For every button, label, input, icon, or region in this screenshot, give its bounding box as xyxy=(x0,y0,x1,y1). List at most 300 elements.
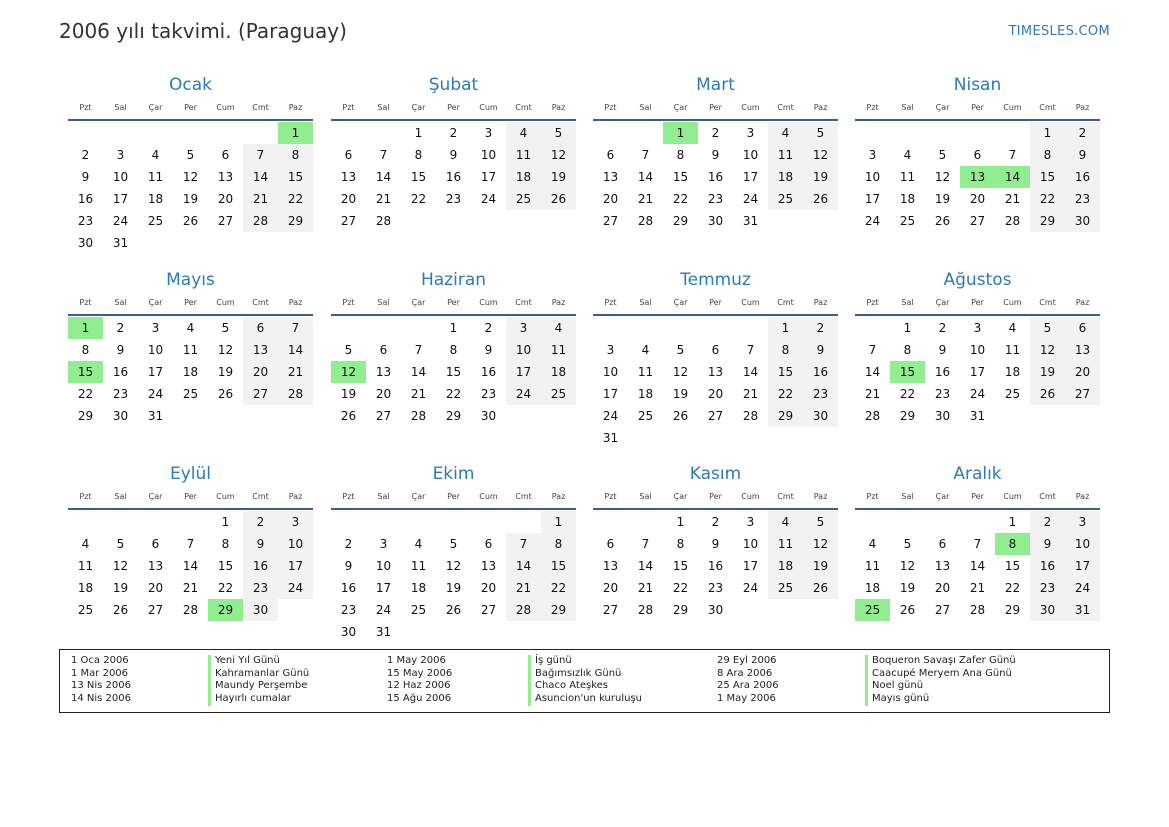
weekday-label: Paz xyxy=(1075,298,1090,307)
empty-cell xyxy=(593,317,628,339)
day-cell: 19 xyxy=(1030,361,1065,383)
day-cell: 28 xyxy=(864,409,881,423)
weekday-label: Pzt xyxy=(342,492,355,501)
day-cell: 2 xyxy=(344,537,353,551)
day-cell: 21 xyxy=(864,387,881,401)
day-cell: 1 xyxy=(1008,515,1017,529)
legend-holiday-name: İş günü xyxy=(528,655,572,668)
day-cell: 24 xyxy=(480,192,497,206)
day-cell: 21 xyxy=(410,387,427,401)
day-cell: 23 xyxy=(934,387,951,401)
month-name: Haziran xyxy=(420,270,487,290)
weekday-label: Çar xyxy=(935,103,950,112)
day-cell: 3 xyxy=(506,317,541,339)
day-cell: 3 xyxy=(1065,511,1100,533)
day-cell: 20 xyxy=(1065,361,1100,383)
day-cell: 15 xyxy=(1004,559,1021,573)
day-cell: 15 xyxy=(217,559,234,573)
day-cell: 13 xyxy=(707,365,724,379)
day-cell: 9 xyxy=(449,148,458,162)
day-cell: 29 xyxy=(445,409,462,423)
day-cell: 2 xyxy=(484,321,493,335)
day-cell: 4 xyxy=(541,317,576,339)
weekday-label: Pzt xyxy=(866,298,879,307)
day-cell: 8 xyxy=(278,144,313,166)
day-cell: 21 xyxy=(278,361,313,383)
day-cell: 2 xyxy=(243,511,278,533)
day-cell: 18 xyxy=(77,581,94,595)
weekday-label: Cmt xyxy=(252,298,269,307)
day-cell: 28 xyxy=(375,214,392,228)
day-cell: 7 xyxy=(973,537,982,551)
day-cell: 17 xyxy=(147,365,164,379)
day-cell: 5 xyxy=(676,343,685,357)
weekday-label: Per xyxy=(184,298,197,307)
day-cell: 23 xyxy=(243,577,278,599)
day-cell: 26 xyxy=(217,387,234,401)
day-cell: 17 xyxy=(480,170,497,184)
day-cell: 27 xyxy=(147,603,164,617)
day-cell: 18 xyxy=(506,166,541,188)
day-cell: 5 xyxy=(803,122,838,144)
day-cell: 16 xyxy=(243,555,278,577)
day-cell: 13 xyxy=(1065,339,1100,361)
weekday-label: Per xyxy=(971,103,984,112)
day-cell: 22 xyxy=(1004,581,1021,595)
day-cell: 10 xyxy=(112,170,129,184)
empty-cell xyxy=(173,511,208,533)
weekday-label: Pzt xyxy=(342,298,355,307)
weekday-label: Cmt xyxy=(515,298,532,307)
weekday-label: Sal xyxy=(377,298,390,307)
empty-cell xyxy=(890,122,925,144)
day-cell: 3 xyxy=(116,148,125,162)
weekday-label: Pzt xyxy=(79,298,92,307)
day-cell: 8 xyxy=(768,339,803,361)
weekday-label: Sal xyxy=(901,492,914,501)
weekday-label: Sal xyxy=(901,103,914,112)
day-cell: 1 xyxy=(541,511,576,533)
day-cell: 30 xyxy=(112,409,129,423)
day-cell: 11 xyxy=(182,343,199,357)
day-cell: 30 xyxy=(77,236,94,250)
day-cell: 4 xyxy=(768,511,803,533)
day-cell: 14 xyxy=(864,365,881,379)
holiday-day-cell: 14 xyxy=(995,166,1030,188)
weekday-label: Cmt xyxy=(1039,492,1056,501)
day-cell: 29 xyxy=(1004,603,1021,617)
day-cell: 8 xyxy=(414,148,423,162)
day-cell: 24 xyxy=(375,603,392,617)
empty-cell xyxy=(208,122,243,144)
day-cell: 14 xyxy=(742,365,759,379)
weekday-label: Per xyxy=(971,492,984,501)
day-cell: 26 xyxy=(803,188,838,210)
day-cell: 19 xyxy=(899,581,916,595)
day-cell: 25 xyxy=(1004,387,1021,401)
weekday-label: Paz xyxy=(551,103,566,112)
day-cell: 21 xyxy=(969,581,986,595)
empty-cell xyxy=(995,122,1030,144)
weekday-label: Pzt xyxy=(79,103,92,112)
day-cell: 27 xyxy=(707,409,724,423)
empty-cell xyxy=(68,122,103,144)
weekday-label: Sal xyxy=(377,103,390,112)
weekday-label: Pzt xyxy=(79,492,92,501)
day-cell: 16 xyxy=(934,365,951,379)
month-block xyxy=(68,269,313,427)
month-block xyxy=(855,463,1100,621)
day-cell: 3 xyxy=(379,537,388,551)
day-cell: 11 xyxy=(541,339,576,361)
day-cell: 18 xyxy=(541,361,576,383)
day-cell: 18 xyxy=(1004,365,1021,379)
legend-date: 25 Ara 2006 xyxy=(717,680,779,692)
day-cell: 27 xyxy=(375,409,392,423)
day-cell: 19 xyxy=(445,581,462,595)
month-name: Mayıs xyxy=(166,270,215,290)
month-divider xyxy=(68,508,313,510)
day-cell: 1 xyxy=(449,321,458,335)
day-cell: 23 xyxy=(445,192,462,206)
weekday-label: Çar xyxy=(148,103,163,112)
weekday-label: Per xyxy=(709,103,722,112)
day-cell: 29 xyxy=(672,214,689,228)
day-cell: 31 xyxy=(602,431,619,445)
day-cell: 7 xyxy=(379,148,388,162)
day-cell: 3 xyxy=(973,321,982,335)
day-cell: 10 xyxy=(742,537,759,551)
day-cell: 22 xyxy=(445,387,462,401)
day-cell: 7 xyxy=(641,148,650,162)
month-block xyxy=(593,463,838,621)
empty-cell xyxy=(855,317,890,339)
weekday-label: Per xyxy=(709,492,722,501)
day-cell: 9 xyxy=(243,533,278,555)
day-cell: 22 xyxy=(768,383,803,405)
day-cell: 13 xyxy=(480,559,497,573)
empty-cell xyxy=(593,122,628,144)
day-cell: 23 xyxy=(77,214,94,228)
legend-holiday-name: Chaco Ateşkes xyxy=(528,680,608,693)
day-cell: 20 xyxy=(602,192,619,206)
weekday-label: Paz xyxy=(288,492,303,501)
day-cell: 4 xyxy=(151,148,160,162)
month-block xyxy=(68,74,313,254)
weekday-label: Per xyxy=(447,103,460,112)
day-cell: 25 xyxy=(182,387,199,401)
weekday-label: Cum xyxy=(479,298,498,307)
day-cell: 12 xyxy=(672,365,689,379)
day-cell: 30 xyxy=(707,214,724,228)
empty-cell xyxy=(960,122,995,144)
day-cell: 22 xyxy=(77,387,94,401)
holiday-day-cell: 15 xyxy=(68,361,103,383)
day-cell: 24 xyxy=(602,409,619,423)
weekday-label: Paz xyxy=(551,492,566,501)
day-cell: 9 xyxy=(711,148,720,162)
day-cell: 12 xyxy=(112,559,129,573)
empty-cell xyxy=(855,511,890,533)
day-cell: 15 xyxy=(768,361,803,383)
empty-cell xyxy=(925,122,960,144)
day-cell: 14 xyxy=(637,170,654,184)
month-block xyxy=(331,74,576,232)
weekday-label: Cmt xyxy=(515,103,532,112)
day-cell: 7 xyxy=(278,317,313,339)
day-cell: 1 xyxy=(903,321,912,335)
day-cell: 16 xyxy=(1030,555,1065,577)
day-cell: 20 xyxy=(707,387,724,401)
day-cell: 21 xyxy=(637,581,654,595)
holiday-day-cell: 25 xyxy=(855,599,890,621)
weekday-label: Cmt xyxy=(777,103,794,112)
brand-logo-text[interactable]: TIMESLES.COM xyxy=(1008,24,1110,39)
weekday-label: Sal xyxy=(114,298,127,307)
day-cell: 17 xyxy=(1065,555,1100,577)
empty-cell xyxy=(138,511,173,533)
day-cell: 25 xyxy=(768,188,803,210)
day-cell: 7 xyxy=(243,144,278,166)
weekday-label: Paz xyxy=(1075,492,1090,501)
day-cell: 28 xyxy=(278,383,313,405)
weekday-label: Sal xyxy=(901,298,914,307)
day-cell: 5 xyxy=(1030,317,1065,339)
day-cell: 9 xyxy=(1065,144,1100,166)
weekday-label: Çar xyxy=(411,103,426,112)
day-cell: 6 xyxy=(1065,317,1100,339)
day-cell: 17 xyxy=(375,581,392,595)
day-cell: 15 xyxy=(445,365,462,379)
weekday-label: Cum xyxy=(1003,492,1022,501)
day-cell: 28 xyxy=(506,599,541,621)
day-cell: 4 xyxy=(1008,321,1017,335)
day-cell: 18 xyxy=(147,192,164,206)
day-cell: 30 xyxy=(1030,599,1065,621)
day-cell: 20 xyxy=(602,581,619,595)
weekday-label: Pzt xyxy=(604,103,617,112)
day-cell: 7 xyxy=(506,533,541,555)
day-cell: 26 xyxy=(672,409,689,423)
weekday-label: Per xyxy=(971,298,984,307)
month-name: Aralık xyxy=(953,464,1002,484)
day-cell: 5 xyxy=(903,537,912,551)
legend-holiday-name: Yeni Yıl Günü xyxy=(208,655,280,668)
empty-cell xyxy=(401,317,436,339)
holiday-day-cell: 13 xyxy=(960,166,995,188)
day-cell: 3 xyxy=(746,515,755,529)
day-cell: 10 xyxy=(375,559,392,573)
day-cell: 25 xyxy=(899,214,916,228)
weekday-label: Pzt xyxy=(866,492,879,501)
day-cell: 9 xyxy=(344,559,353,573)
weekday-label: Cmt xyxy=(252,103,269,112)
weekday-label: Paz xyxy=(813,298,828,307)
day-cell: 13 xyxy=(217,170,234,184)
day-cell: 21 xyxy=(1004,192,1021,206)
day-cell: 15 xyxy=(541,555,576,577)
day-cell: 29 xyxy=(77,409,94,423)
day-cell: 5 xyxy=(541,122,576,144)
day-cell: 16 xyxy=(112,365,129,379)
day-cell: 26 xyxy=(445,603,462,617)
day-cell: 8 xyxy=(221,537,230,551)
weekday-label: Cum xyxy=(216,103,235,112)
month-divider xyxy=(68,314,313,316)
month-block xyxy=(855,74,1100,232)
weekday-label: Cum xyxy=(741,492,760,501)
empty-cell xyxy=(471,511,506,533)
day-cell: 3 xyxy=(151,321,160,335)
month-divider xyxy=(593,314,838,316)
day-cell: 16 xyxy=(707,170,724,184)
day-cell: 10 xyxy=(602,365,619,379)
day-cell: 12 xyxy=(182,170,199,184)
day-cell: 26 xyxy=(1030,383,1065,405)
day-cell: 26 xyxy=(934,214,951,228)
day-cell: 11 xyxy=(77,559,94,573)
month-block xyxy=(331,463,576,643)
empty-cell xyxy=(366,317,401,339)
day-cell: 9 xyxy=(938,343,947,357)
month-name: Mart xyxy=(696,75,735,95)
day-cell: 22 xyxy=(410,192,427,206)
month-name: Eylül xyxy=(169,464,212,484)
day-cell: 24 xyxy=(864,214,881,228)
weekday-label: Per xyxy=(447,492,460,501)
legend-holiday-name: Caacupé Meryem Ana Günü xyxy=(865,668,1012,681)
day-cell: 23 xyxy=(707,192,724,206)
day-cell: 27 xyxy=(340,214,357,228)
day-cell: 29 xyxy=(672,603,689,617)
day-cell: 16 xyxy=(445,170,462,184)
day-cell: 11 xyxy=(864,559,881,573)
day-cell: 28 xyxy=(182,603,199,617)
day-cell: 16 xyxy=(1065,166,1100,188)
day-cell: 18 xyxy=(768,555,803,577)
weekday-label: Paz xyxy=(288,298,303,307)
day-cell: 6 xyxy=(221,148,230,162)
day-cell: 31 xyxy=(375,625,392,639)
day-cell: 20 xyxy=(934,581,951,595)
day-cell: 23 xyxy=(1030,577,1065,599)
legend-holiday-name: Bağımsızlık Günü xyxy=(528,668,621,681)
weekday-label: Paz xyxy=(813,492,828,501)
day-cell: 17 xyxy=(742,170,759,184)
month-block xyxy=(593,74,838,232)
day-cell: 14 xyxy=(375,170,392,184)
month-divider xyxy=(331,508,576,510)
day-cell: 19 xyxy=(803,166,838,188)
weekday-label: Cum xyxy=(1003,298,1022,307)
day-cell: 28 xyxy=(243,210,278,232)
month-divider xyxy=(331,119,576,121)
day-cell: 31 xyxy=(969,409,986,423)
day-cell: 30 xyxy=(707,603,724,617)
day-cell: 28 xyxy=(410,409,427,423)
empty-cell xyxy=(855,122,890,144)
weekday-label: Cum xyxy=(216,298,235,307)
day-cell: 12 xyxy=(541,144,576,166)
day-cell: 12 xyxy=(445,559,462,573)
day-cell: 1 xyxy=(768,317,803,339)
weekday-label: Per xyxy=(709,298,722,307)
legend-holiday-name: Maundy Perşembe xyxy=(208,680,307,693)
day-cell: 9 xyxy=(1030,533,1065,555)
day-cell: 18 xyxy=(182,365,199,379)
weekday-label: Cum xyxy=(741,298,760,307)
weekday-label: Per xyxy=(184,103,197,112)
day-cell: 6 xyxy=(938,537,947,551)
day-cell: 2 xyxy=(1030,511,1065,533)
day-cell: 14 xyxy=(410,365,427,379)
day-cell: 4 xyxy=(641,343,650,357)
weekday-label: Sal xyxy=(639,298,652,307)
month-block xyxy=(593,269,838,449)
empty-cell xyxy=(331,317,366,339)
empty-cell xyxy=(401,511,436,533)
day-cell: 13 xyxy=(375,365,392,379)
day-cell: 13 xyxy=(340,170,357,184)
day-cell: 15 xyxy=(1030,166,1065,188)
day-cell: 19 xyxy=(340,387,357,401)
day-cell: 8 xyxy=(541,533,576,555)
holiday-day-cell: 1 xyxy=(663,122,698,144)
day-cell: 24 xyxy=(742,192,759,206)
legend-date: 29 Eyl 2006 xyxy=(717,655,777,666)
month-divider xyxy=(593,508,838,510)
day-cell: 17 xyxy=(278,555,313,577)
weekday-label: Çar xyxy=(935,492,950,501)
day-cell: 25 xyxy=(506,188,541,210)
day-cell: 30 xyxy=(934,409,951,423)
weekday-label: Pzt xyxy=(866,103,879,112)
day-cell: 11 xyxy=(899,170,916,184)
day-cell: 22 xyxy=(541,577,576,599)
day-cell: 30 xyxy=(340,625,357,639)
month-divider xyxy=(593,119,838,121)
day-cell: 27 xyxy=(1065,383,1100,405)
day-cell: 8 xyxy=(1030,144,1065,166)
day-cell: 13 xyxy=(602,559,619,573)
day-cell: 18 xyxy=(637,387,654,401)
day-cell: 27 xyxy=(602,214,619,228)
day-cell: 30 xyxy=(243,599,278,621)
day-cell: 7 xyxy=(1008,148,1017,162)
day-cell: 3 xyxy=(868,148,877,162)
legend-date: 1 Mar 2006 xyxy=(71,667,129,679)
weekday-label: Çar xyxy=(935,298,950,307)
day-cell: 2 xyxy=(938,321,947,335)
day-cell: 26 xyxy=(182,214,199,228)
legend-date: 8 Ara 2006 xyxy=(717,667,773,679)
day-cell: 20 xyxy=(340,192,357,206)
day-cell: 16 xyxy=(480,365,497,379)
day-cell: 11 xyxy=(506,144,541,166)
day-cell: 21 xyxy=(637,192,654,206)
legend-holiday-name: Boqueron Savaşı Zafer Günü xyxy=(865,655,1016,668)
month-name: Ocak xyxy=(169,75,212,95)
day-cell: 22 xyxy=(217,581,234,595)
day-cell: 5 xyxy=(938,148,947,162)
weekday-label: Per xyxy=(184,492,197,501)
day-cell: 24 xyxy=(969,387,986,401)
month-divider xyxy=(68,119,313,121)
legend-holiday-name: Mayıs günü xyxy=(865,693,929,706)
day-cell: 12 xyxy=(1030,339,1065,361)
day-cell: 19 xyxy=(803,555,838,577)
day-cell: 15 xyxy=(672,559,689,573)
